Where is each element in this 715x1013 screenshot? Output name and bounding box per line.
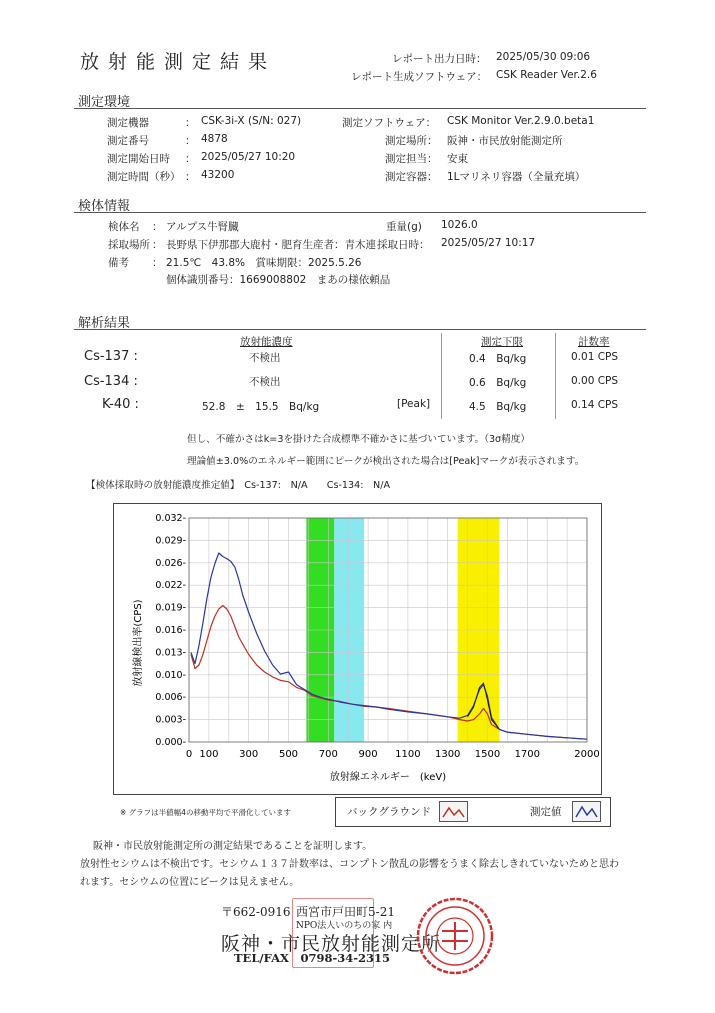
red-seal-rect (292, 898, 374, 968)
cert-line2: 放射性セシウムは不検出です。セシウム１３７計数率は、コンプトン散乱の影響をうまく除去しきれていないためと思わ (80, 859, 619, 870)
x-tick-label: 2000 (574, 749, 600, 760)
env-staff-label: 測定担当： (385, 153, 438, 165)
legend-measured-label: 測定値 (530, 806, 562, 818)
spectrum-chart (113, 503, 602, 795)
row-cs134-nuclide: Cs-134 : (84, 374, 138, 389)
env-duration-label: 測定時間（秒） (107, 171, 181, 183)
col-rate: 計数率 (578, 336, 610, 348)
env-heading: 測定環境 (78, 95, 131, 110)
env-number-sep: ： (185, 135, 196, 147)
stamp-building: NPO法人いのちの家 内 (296, 921, 393, 931)
row-k40-nuclide: K-40 : (102, 397, 139, 412)
y-tick-label: 0.019- (155, 602, 186, 614)
env-software-label: 測定ソフトウェア： (342, 117, 437, 129)
env-duration-sep: ： (185, 171, 196, 183)
y-tick-label: 0.000- (155, 737, 186, 748)
sample-place-colon: ： (152, 239, 163, 251)
env-number-value: 4878 (201, 133, 228, 145)
col-conc: 放射能濃度 (240, 336, 293, 348)
env-start-sep: ： (185, 153, 196, 165)
legend-background-swatch (439, 801, 468, 822)
y-tick-label: 0.003- (155, 714, 186, 726)
sample-notes-line2: 個体識別番号：1669008802 まあの様依頼品 (166, 274, 391, 286)
uncertainty-note: 但し、不確かさはk=3を掛けた合成標準不確かさに基づいています。（3σ精度） (187, 434, 530, 445)
row-cs137-conc: 不検出 (249, 352, 281, 364)
row-cs137-limit: 0.4 Bq/kg (469, 353, 527, 365)
x-tick-label: 0 (185, 749, 193, 760)
row-k40-rate: 0.14 CPS (571, 399, 619, 411)
env-device-value: CSK-3i-X (S/N: 027) (201, 115, 302, 127)
env-start-value: 2025/05/27 10:20 (201, 151, 296, 163)
x-tick-label: 100 (199, 749, 219, 760)
sample-place-label: 採取場所 (108, 239, 150, 251)
env-staff-value: 安東 (447, 153, 468, 165)
x-tick-label: 1300 (434, 749, 461, 760)
y-tick-label: 0.022- (155, 580, 186, 592)
y-tick-label: 0.010- (155, 669, 186, 681)
stamp-postal: 〒662-0916 (221, 905, 291, 919)
x-tick-labels (186, 749, 600, 760)
row-k40-limit: 4.5 Bq/kg (469, 401, 527, 413)
sample-name-label: 検体名 (108, 221, 140, 233)
x-tick-label: 900 (358, 749, 378, 760)
estimate-line: 【検体採取時の放射能濃度推定値】 Cs-137: N/A Cs-134: N/A (86, 480, 391, 491)
y-tick-label: 0.016- (155, 625, 186, 636)
cert-line1: 阪神・市民放射能測定所の測定結果であることを証明します。 (93, 841, 373, 852)
y-tick-label: 0.029- (155, 535, 186, 547)
analysis-heading: 解析結果 (78, 316, 131, 331)
env-place-value: 阪神・市民放射能測定所 (447, 135, 563, 147)
x-tick-label: 700 (318, 749, 338, 760)
sample-notes-colon: ： (152, 257, 163, 269)
row-cs137-nuclide: Cs-137 : (84, 349, 138, 364)
report-software-value: CSK Reader Ver.2.6 (496, 69, 597, 81)
env-start-label: 測定開始日時 (107, 153, 170, 165)
sample-place-value: 長野県下伊那郡大鹿村・肥育生産者：青木連 (166, 239, 376, 251)
x-tick-label: 1700 (514, 749, 541, 760)
document-title: 放射能測定結果 (80, 51, 277, 73)
chart-footnote: ※ グラフは半値幅4の移動平均で平滑化しています (120, 808, 291, 817)
report-output-value: 2025/05/30 09:06 (496, 51, 591, 63)
analysis-divider (74, 329, 646, 330)
col-limit: 測定下限 (481, 336, 523, 348)
row-cs134-limit: 0.6 Bq/kg (469, 377, 527, 389)
row-cs134-conc: 不検出 (249, 376, 281, 388)
y-tick-label: 0.032- (155, 513, 186, 524)
y-tick-label: 0.013- (155, 647, 186, 659)
table-divider-1 (441, 333, 442, 419)
stamp-org-name: 阪神・市民放射能測定所 (221, 933, 442, 955)
round-seal-icon (414, 895, 496, 977)
cert-line3: れます。セシウムの位置にピークは見えません。 (80, 877, 300, 888)
x-tick-label: 300 (239, 749, 259, 760)
sample-weight-value: 1026.0 (441, 219, 478, 231)
x-tick-label: 1500 (474, 749, 501, 760)
sample-name-colon: ： (152, 221, 163, 233)
y-tick-labels (155, 513, 186, 748)
y-tick-label: 0.026- (155, 557, 186, 569)
sample-notes-line1: 21.5℃ 43.8% 賞味期限：2025.5.26 (166, 257, 362, 269)
report-software-label: レポート生成ソフトウェア： (351, 71, 488, 83)
stamp-address: 西宮市戸田町5-21 (296, 905, 395, 919)
sample-notes-label: 備考 (108, 257, 129, 269)
row-cs134-rate: 0.00 CPS (571, 375, 619, 387)
report-output-label: レポート出力日時： (392, 53, 487, 65)
sample-name-value: アルプス牛腎臓 (166, 221, 239, 233)
x-tick-label: 1100 (395, 749, 421, 760)
sample-heading: 検体情報 (78, 199, 131, 214)
env-container-value: 1Lマリネリ容器（全量充填） (447, 171, 586, 183)
legend-measured-swatch (572, 801, 601, 822)
sample-date-value: 2025/05/27 10:17 (441, 237, 536, 249)
y-tick-label: 0.006- (155, 692, 186, 704)
table-divider-2 (555, 333, 556, 419)
y-axis-label: 放射線検出率(CPS) (133, 599, 144, 687)
peak-note: 理論値±3.0%のエネルギー範囲にピークが検出された場合は[Peak]マークが表示されます。 (187, 456, 585, 467)
x-axis-label: 放射線エネルギー (keV) (329, 772, 447, 783)
stamp-tel: TEL/FAX 0798-34-2315 (234, 951, 391, 965)
env-duration-value: 43200 (201, 169, 235, 181)
env-container-label: 測定容器： (385, 171, 438, 183)
env-number-label: 測定番号 (107, 135, 149, 147)
row-cs137-rate: 0.01 CPS (571, 351, 619, 363)
env-divider (74, 108, 646, 109)
sample-divider (74, 212, 646, 213)
x-tick-label: 500 (278, 749, 299, 760)
row-k40-peak: [Peak] (397, 398, 431, 410)
env-device-label: 測定機器 (107, 117, 149, 129)
legend-background-label: バックグラウンド (347, 806, 431, 818)
env-place-label: 測定場所： (385, 135, 438, 147)
env-device-sep: ： (185, 117, 196, 129)
sample-weight-label: 重量(g) (386, 221, 422, 233)
sample-date-label: 採取日時： (377, 239, 430, 251)
env-software-value: CSK Monitor Ver.2.9.0.beta1 (447, 115, 595, 127)
row-k40-conc: 52.8 ± 15.5 Bq/kg (202, 401, 320, 413)
